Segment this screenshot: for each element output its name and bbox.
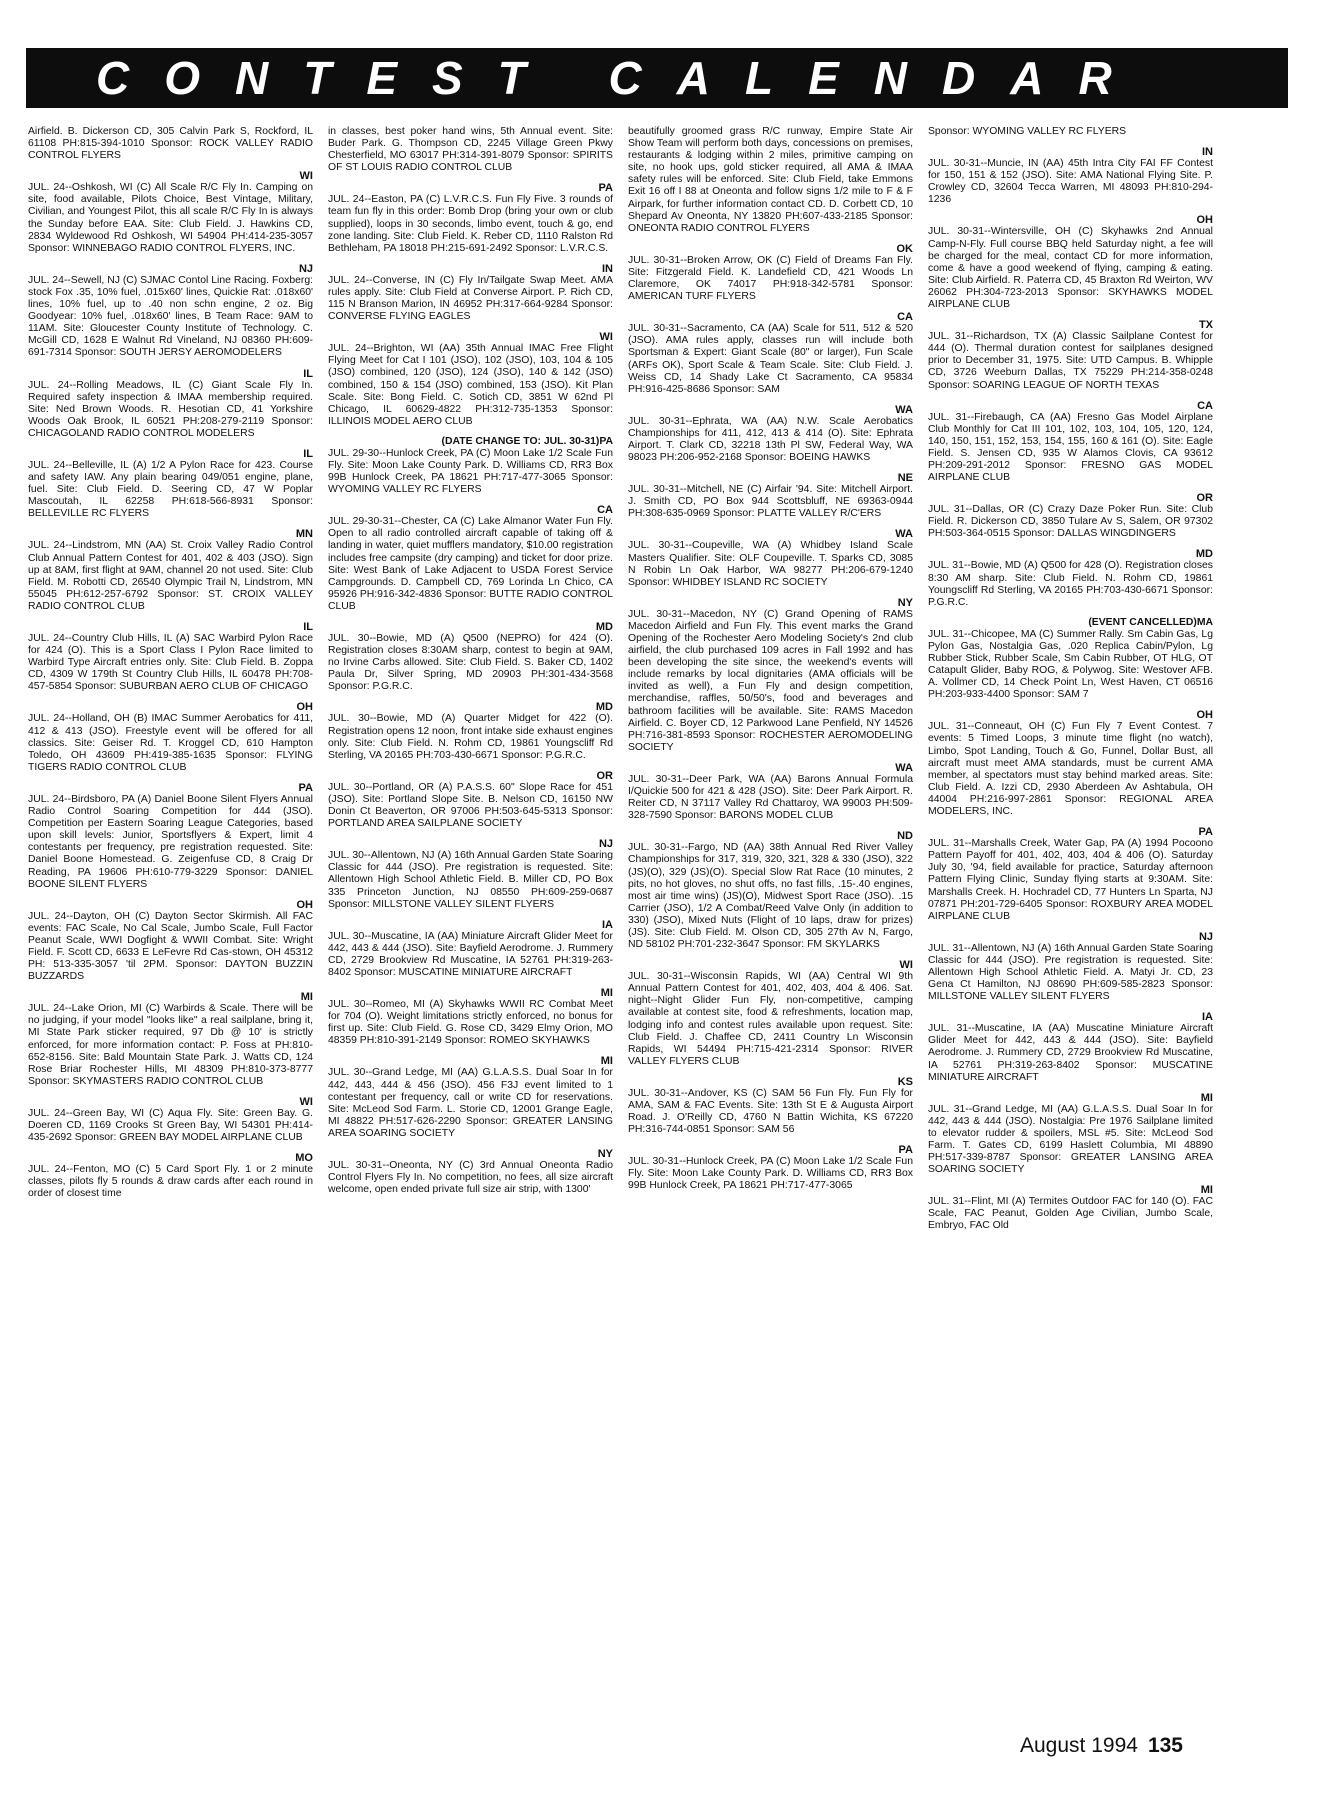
contest-entry: JUL. 31--Grand Ledge, MI (AA) G.L.A.S.S. Dual Soar In for 442, 443 & 444 (JSO). Nostalgia: Pre 1976 Sailplane limited to elevator rudder & spoilers, MSL #5. Site: McLeod Sod Farm. T. Gates CD, 6199 Haslett Columbia, MI 48890 PH:517-339-8787 Sponsor: GREATER LANSING AREA SOARING SOCIETY [928, 1103, 1213, 1176]
contest-entry: JUL. 24--Holland, OH (B) IMAC Summer Aerobatics for 411, 412 & 413 (JSO). Freestyle event will be offered for all classics. Site: Geiser Rd. T. Kroggel CD, 610 Hampton Toledo, OH 43609 PH:419-385-1635 Sponsor: FLYING TIGERS RADIO CONTROL CLUB [28, 713, 313, 773]
state-heading: PA [898, 1144, 913, 1157]
state-heading: NY [597, 1148, 613, 1160]
state-heading: IL [303, 447, 313, 460]
banner-title: CONTEST CALENDAR [96, 52, 1147, 104]
state-heading: IN [602, 262, 613, 275]
contest-entry: beautifully groomed grass R/C runway, Empire State Air Show Team will perform both days, concessions on premises, restaurants & lodging within 2 miles, primitive camping on site, no hook ups, gold sticker required, all AMA & IMAA safety rules will be enforced. Site: Club Field, take Emmons Exit 16 off I 88 at Oneonta and follow signs 1/2 mile to F & F Airpark, for further information contact CD. D. Corbett CD, 10 Shepard Av Oneonta, NY 13820 PH:607-433-2185 Sponsor: ONEONTA RADIO CONTROL FLYERS [628, 126, 913, 234]
state-heading: WI [599, 331, 613, 344]
state-heading: IL [303, 367, 313, 380]
state-heading: PA [598, 182, 613, 195]
state-heading: NJ [298, 262, 313, 275]
state-heading: ND [897, 830, 913, 843]
state-heading: OH [296, 898, 313, 911]
contest-entry: JUL. 24--Easton, PA (C) L.V.R.C.S. Fun Fly Five. 3 rounds of team fun fly in this order: Bomb Drop (bring your own or club supplied), loops in 30 seconds, limbo event, touch & go, end zone landing. Site: Club Field. K. Reber CD, 1110 Ralston Rd Bethleham, PA 18018 PH:215-691-2492 Sponsor: L.V.R.C.S. [328, 194, 613, 254]
state-heading: WI [899, 959, 913, 972]
state-heading: NJ [1198, 930, 1213, 943]
contest-entry: JUL. 30--Allentown, NJ (A) 16th Annual Garden State Soaring Classic for 444 (JSO). Pre registration is requested. Site: Allentown High School Athletic Field. B. Miller CD, PO Box 335 Princeton Junction, NJ 08550 PH:609-259-0687 Sponsor: MILLSTONE VALLEY SILENT FLYERS [328, 850, 613, 910]
issue-date: August 1994 [1020, 1734, 1138, 1757]
contest-entry: in classes, best poker hand wins, 5th Annual event. Site: Buder Park. G. Thompson CD, 2245 Village Green Pkwy Chesterfield, MO 63017 PH:314-391-8079 Sponsor: SPIRITS OF ST LOUIS RADIO CONTROL CLUB [328, 126, 613, 174]
contest-entry: JUL. 31--Flint, MI (A) Termites Outdoor FAC for 140 (O). FAC Scale, FAC Peanut, Golden Age Civilian, Jumbo Scale, Embryo, FAC Old [928, 1196, 1213, 1232]
state-heading: PA [1198, 826, 1213, 839]
contest-entry: JUL. 29-30--Hunlock Creek, PA (C) Moon Lake 1/2 Scale Fun Fly. Site: Moon Lake County Park. D. Williams CD, RR3 Box 99B Hunlock Creek, PA 18621 PH:717-477-3065 Sponsor: WYOMING VALLEY RC FLYERS [328, 447, 613, 496]
contest-entry: JUL. 24--Belleville, IL (A) 1/2 A Pylon Race for 423. Course and safety IAW. Any plain bearing 049/051 engine, plane, fuel. Site: Club Field. D. Seering CD, 47 W Poplar Mascoutah, IL 62258 PH:618-566-8931 Sponsor: BELLEVILLE RC FLYERS [28, 459, 313, 520]
state-heading: IN [1202, 146, 1213, 159]
contest-entry: Airfield. B. Dickerson CD, 305 Calvin Park S, Rockford, IL 61108 PH:815-394-1010 Sponsor: ROCK VALLEY RADIO CONTROL FLYERS [28, 126, 313, 162]
state-heading: OH [296, 701, 313, 714]
contest-entry: JUL. 24--Oshkosh, WI (C) All Scale R/C Fly In. Camping on site, food available, Pilots Choice, Best Vintage, Military, Civilian, and Youngest Pilot, this all scale R/C Fly In is always the Sunday before EAA. Site: Club Field. J. Hawkins CD, 2834 Wyldewood Rd Oshkosh, WI 54904 PH:414-235-3057 Sponsor: WINNEBAGO RADIO CONTROL FLYERS, INC. [28, 182, 313, 254]
contest-entry: JUL. 24--Converse, IN (C) Fly In/Tailgate Swap Meet. AMA rules apply. Site: Club Field at Converse Airport. P. Rich CD, 115 N Branson Marion, IN 46952 PH:317-664-9284 Sponsor: CONVERSE FLYING EAGLES [328, 274, 613, 323]
contest-entry: JUL. 24--Sewell, NJ (C) SJMAC Contol Line Racing. Foxberg: stock Fox .35, 10% fuel, .015x60' lines, Quickie Rat: .018x60' lines, 10% fuel, up to .40 non schn engine, 2 oz. Big Goodyear: 10% fuel, .018x60' lines, B Team Race: 9AM to 11AM. Site: Gloucester County Institute of Technology. C. McGill CD, 1628 E Walnut Rd Vineland, NJ 08360 PH:609-691-7314 Sponsor: SOUTH JERSY AEROMODELERS [28, 274, 313, 359]
state-heading: TX [1198, 319, 1213, 332]
state-heading: KS [897, 1075, 913, 1088]
contest-entry: JUL. 30-31--Mitchell, NE (C) Airfair '94. Site: Mitchell Airport. J. Smith CD, PO Box 944 Scottsbluff, NE 69363-0944 PH:308-635-0969 Sponsor: PLATTE VALLEY R/C'ERS [628, 484, 913, 520]
column-4 [928, 126, 1213, 1241]
contest-entry: JUL. 30-31--Macedon, NY (C) Grand Opening of RAMS Macedon Airfield and Fun Fly. This event marks the Grand Opening of the Rochester Aero Modeling Society's 2nd club airfield, the club purchased 109 acres in Fall 1992 and has been developing the site since, the weekend's events will include remarks by local dignitaries (AMA officials will be invited as well), a Fun Fly and design competition, merchandise, raffles, 50/50's, food and beverages and bathroom facilities will be available. Site: RAMS Macedon Airfield. C. Boyer CD, 12 Parkwood Lane Penfield, NY 14526 PH:716-381-8593 Sponsor: ROCHESTER AEROMODELING SOCIETY [628, 608, 913, 753]
state-heading: MD [595, 621, 613, 633]
state-heading: MN [295, 528, 313, 541]
contest-entry: JUL. 30--Romeo, MI (A) Skyhawks WWII RC Combat Meet for 704 (O). Weight limitations strictly enforced, no bonus for first up. Site: Club Field. G. Rose CD, 3429 Elmy Orion, MO 48359 PH:810-391-2149 Sponsor: ROMEO SKYHAWKS [328, 999, 613, 1047]
state-heading: WA [895, 528, 913, 541]
contest-entry: JUL. 24--Fenton, MO (C) 5 Card Sport Fly. 1 or 2 minute classes, pilots fly 5 rounds & draw cards after each round in order of closest time [28, 1164, 313, 1200]
contest-calendar-banner [26, 48, 1288, 108]
page-footer [1020, 1734, 1183, 1758]
contest-entry: JUL. 30--Bowie, MD (A) Q500 (NEPRO) for 424 (O). Registration closes 8:30AM sharp, contest to begin at 9AM, no Irvine Carbs allowed. Site: Club Field. S. Baker CD, 1402 Paula Dr, Silver Spring, MD 20903 PH:301-434-3568 Sponsor: P.G.R.C. [328, 633, 613, 693]
contest-entry: JUL. 24--Brighton, WI (AA) 35th Annual IMAC Free Flight Flying Meet for Cat I 101 (JSO), 102 (JSO), 103, 104 & 105 (JSO) combined, 120 (JSO), 124 (JSO), 140 & 142 (JSO) combined, 150 & 154 (JSO) combined, 153 (JSO). Kit Plan Scale. Site: Bong Field. C. Sotich CD, 3851 W 62nd Pl Chicago, IL 60629-4822 PH:312-735-1353 Sponsor: ILLINOIS MODEL AERO CLUB [328, 343, 613, 427]
contest-entry: JUL. 31--Dallas, OR (C) Crazy Daze Poker Run. Site: Club Field. R. Dickerson CD, 3850 Tulare Av S, Salem, OR 97302 PH:503-364-0515 Sponsor: DALLAS WINGDINGERS [928, 504, 1213, 540]
state-heading: OR [1196, 492, 1213, 505]
column-2 [328, 126, 613, 1204]
contest-entry: JUL. 31--Muscatine, IA (AA) Muscatine Miniature Aircraft Glider Meet for 442, 443 & 444 (JSO). Site: Bayfield Aerodrome. J. Rummery CD, 2729 Brookview Rd Muscatine, IA 52761 PH:319-263-8402 Sponsor: MUSCATINE MINIATURE AIRCRAFT [928, 1023, 1213, 1083]
contest-entry: JUL. 24--Lindstrom, MN (AA) St. Croix Valley Radio Control Club Annual Pattern Contest for 401, 402 & 403 (JSO). Sign up at 8AM, first flight at 9AM, channel 20 not used. Site: Club Field. M. Robotti CD, 26540 Olympic Trail N, Lindstrom, MN 55045 PH:612-257-6792 Sponsor: ST. CROIX VALLEY RADIO CONTROL CLUB [28, 540, 313, 612]
contest-entry: JUL. 31--Conneaut, OH (C) Fun Fly 7 Event Contest. 7 events: 5 Timed Loops, 3 minute time flight (no watch), Limbo, Spot Landing, Touch & Go, Funnel, Dollar Bust, all aircraft must meet AMA standards, must be current AMA member, al spectators must stay behind marked areas. Site: Club Field. A. Izzi CD, 2930 Aberdeen Av Ashtabula, OH 44004 PH:216-997-2861 Sponsor: REGIONAL AREA MODELERS, INC. [928, 721, 1213, 818]
state-heading: PA [298, 781, 313, 794]
state-heading: CA [597, 504, 613, 517]
state-heading: MI [1200, 1091, 1213, 1104]
state-heading: MI [600, 1055, 613, 1068]
contest-entry: JUL. 30-31--Broken Arrow, OK (C) Field of Dreams Fan Fly. Site: Fitzgerald Field. K. Landefield CD, 421 Woods Ln Claremore, OK 74017 PH:918-342-5781 Sponsor: AMERICAN TURF FLYERS [628, 254, 913, 303]
contest-entry: JUL. 24--Dayton, OH (C) Dayton Sector Skirmish. All FAC events: FAC Scale, No Cal Scale, Jumbo Scale, Full Factor Peanut Scale, WWI Dogfight & WWII Combat. Site: Wright Field. F. Scott CD, 6633 E LeFevre Rd Cas-stown, OH 45312 PH: 513-335-3057 'til 2PM. Sponsor: DAYTON BUZZIN BUZZARDS [28, 910, 313, 983]
contest-entry: JUL. 30-31--Muncie, IN (AA) 45th Intra City FAI FF Contest for 150, 151 & 152 (JSO). Site: AMA National Flying Site. P. Crowley CD, 32604 Tecca Warren, MI 48093 PH:810-294-1236 [928, 158, 1213, 206]
page-number: 135 [1147, 1734, 1183, 1757]
contest-entry: JUL. 30-31--Coupeville, WA (A) Whidbey Island Scale Masters Qualifier. Site: OLF Coupeville. T. Sparks CD, 3085 N Robin Ln Oak Harbor, WA 98277 PH:206-679-1240 Sponsor: WHIDBEY ISLAND RC SOCIETY [628, 540, 913, 588]
state-heading: MI [1200, 1184, 1213, 1197]
contest-entry: JUL. 31--Chicopee, MA (C) Summer Rally. Sm Cabin Gas, Lg Pylon Gas, Nostalgia Gas, .020 Replica Cabin/Pylon, Lg Rubber Stick, Rubber Scale, Sm Cabin Rubber, OT HLG, OT Catapult Glider, Baby ROG, & Polywog. Site: Westover AFB. A. Vollmer CD, 14 Check Point Ln, West Haven, CT 06516 PH:203-933-4400 Sponsor: SAM 7 [928, 628, 1213, 701]
state-heading: IA [602, 918, 613, 931]
column-3 [628, 126, 913, 1201]
state-heading: WA [895, 403, 913, 416]
contest-entry: JUL. 30--Bowie, MD (A) Quarter Midget for 422 (O). Registration opens 12 noon, front intake side exhaust engines only. Site: Club Field. N. Rohm CD, 19861 Youngscliff Rd Sterling, VA 20165 PH:703-430-6671 Sponsor: P.G.R.C. [328, 713, 613, 761]
column-1 [28, 126, 313, 1208]
contest-entry: JUL. 24--Green Bay, WI (C) Aqua Fly. Site: Green Bay. G. Doeren CD, 1169 Crooks St Green Bay, WI 54301 PH:414-435-2692 Sponsor: GREEN BAY MODEL AIRPLANE CLUB [28, 1107, 313, 1144]
state-heading: CA [897, 311, 913, 324]
contest-entry: JUL. 30-31--Sacramento, CA (AA) Scale for 511, 512 & 520 (JSO). AMA rules apply, classes run will include both Sportsman & Expert: Giant Scale (80" or larger), Fun Scale (ARFs OK), Sport Scale & Team Scale. Site: Club Field. J. Weiss CD, 14 Shady Lake Ct Sacramento, CA 95834 PH:916-425-8686 Sponsor: SAM [628, 323, 913, 395]
state-heading: WA [895, 761, 913, 774]
contest-entry: JUL. 30-31--Fargo, ND (AA) 38th Annual Red River Valley Championships for 317, 319, 320, 321, 328 & 330 (JSO), 322 (JS)(O), 329 (JS)(O). Special Slow Rat Race (10 minutes, 2 pits, no hot gloves, no shut offs, no fast fills, .15-.40 engines, most air time wins) (JS)(O), Midwest Sport Race (JSO). .15 Carrier (JSO), 1/2 A Combat/Reed Valve Only (in addition to 330) (JSO), Mixed Nuts (Flight of 10 laps, draw for prizes) (JS). Site: Club Field. M. Olson CD, 305 27th Av N, Fargo, ND 58102 PH:701-232-3647 Sponsor: FM SKYLARKS [628, 842, 913, 951]
contest-entry: JUL. 30--Grand Ledge, MI (AA) G.L.A.S.S. Dual Soar In for 442, 443, 444 & 456 (JSO). 456 F3J event limited to 1 contestant per frequency, call or write CD for reservations. Site: McLeod Sod Farm. L. Storie CD, 12001 Grange Eagle, MI 48822 PH:517-626-2290 Sponsor: GREATER LANSING AREA SOARING SOCIETY [328, 1067, 613, 1139]
state-heading: OH [1196, 709, 1213, 722]
contest-entry: JUL. 31--Richardson, TX (A) Classic Sailplane Contest for 444 (O). Thermal duration contest for sailplanes designed prior to December 31, 1975. Site: UTD Campus. B. Whipple CD, 3726 Weeburn Dallas, TX 75229 PH:214-358-0248 Sponsor: SOARING LEAGUE OF NORTH TEXAS [928, 331, 1213, 391]
state-heading: WI [299, 170, 313, 183]
contest-entry: JUL. 24--Country Club Hills, IL (A) SAC Warbird Pylon Race for 424 (O). This is a Sport Class I Pylon Race limited to Warbird Type Aircraft entries only. Site: Club Field. B. Zoppa CD, 4309 W 179th St Country Club Hills, IL 60478 PH:708-457-5854 Sponsor: SUBURBAN AERO CLUB OF CHICAGO [28, 633, 313, 693]
state-heading: OR [596, 769, 613, 782]
state-heading: NJ [598, 838, 613, 851]
contest-entry: JUL. 30-31--Ephrata, WA (AA) N.W. Scale Aerobatics Championships for 411, 412, 413 & 414 (O). Site: Ephrata Airport. T. Clark CD, 32218 13th Pl SW, Federal Way, WA 98023 PH:206-952-2168 Sponsor: BOEING HAWKS [628, 415, 913, 464]
contest-entry: JUL. 31--Bowie, MD (A) Q500 for 428 (O). Registration closes 8:30 AM sharp. Site: Club Field. N. Rohm CD, 19861 Youngscliff Rd Sterling, VA 20165 PH:703-430-6671 Sponsor: P.G.R.C. [928, 560, 1213, 608]
contest-entry: JUL. 30--Portland, OR (A) P.A.S.S. 60" Slope Race for 451 (JSO). Site: Portland Slope Site. B. Nelson CD, 16150 NW Donin Ct Beaverton, OR 97006 PH:503-645-5313 Sponsor: PORTLAND AREA SAILPLANE SOCIETY [328, 781, 613, 830]
state-heading: OH [1196, 214, 1213, 227]
schedule-note: (DATE CHANGE TO: JUL. 30-31)PA [441, 435, 613, 447]
state-heading: IA [1202, 1011, 1213, 1024]
state-heading: MI [600, 987, 613, 1000]
state-heading: NE [897, 472, 913, 485]
contest-entry: JUL. 29-30-31--Chester, CA (C) Lake Almanor Water Fun Fly. Open to all radio controlled aircraft capable of taking off & landing in water, quiet mufflers mandatory, $10.00 registration includes free campsite (dry camping) and ticket for door prize. Site: West Bank of Lake Adjacent to USDA Forest Service Campgrounds. D. Campbell CD, 769 Lorinda Ln Chico, CA 95926 PH:916-342-4836 Sponsor: BUTTE RADIO CONTROL CLUB [328, 516, 613, 612]
schedule-note: (EVENT CANCELLED)MA [1088, 616, 1213, 628]
contest-entry: Sponsor: WYOMING VALLEY RC FLYERS [928, 126, 1127, 137]
contest-entry: JUL. 24--Lake Orion, MI (C) Warbirds & Scale. There will be no judging, if your model "looks like" a real sailplane, bring it, MI State Park sticker required, 97 Db @ 10' is strictly enforced, for more information contact: P. Foss at PH:810-652-8156. Site: Bald Mountain State Park. J. Watts CD, 124 Rose Briar Rochester Hills, MI 48309 PH:810-373-8777 Sponsor: SKYMASTERS RADIO CONTROL CLUB [28, 1003, 313, 1087]
state-heading: MD [1195, 548, 1213, 561]
contest-entry: JUL. 30--Muscatine, IA (AA) Miniature Aircraft Glider Meet for 442, 443 & 444 (JSO). Site: Bayfield Aerodrome. J. Rummery CD, 2729 Brookview Rd Muscatine, IA 52761 PH:319-263-8402 Sponsor: MUSCATINE MINIATURE AIRCRAFT [328, 930, 613, 978]
contest-entry: JUL. 24--Birdsboro, PA (A) Daniel Boone Silent Flyers Annual Radio Control Soaring Competition for 444 (JSO). Competition per Eastern Soaring League Categories, based upon skill levels: Junior, Sportsflyers & Expert, limit 4 contestants per frequency, pre registration requested. Site: Daniel Boone Homestead. G. Zeigenfuse CD, 8 Craig Dr Reading, PA 19606 PH:610-779-3229 Sponsor: DANIEL BOONE SILENT FLYERS [28, 793, 313, 890]
state-heading: IL [303, 621, 313, 633]
contest-entry: JUL. 31--Allentown, NJ (A) 16th Annual Garden State Soaring Classic for 444 (JSO). Pre registration is requested. Site: Allentown High School Athletic Field. A. Matyi Jr. CD, 23 Gena Ct Hamilton, NJ 08690 PH:609-585-2823 Sponsor: MILLSTONE VALLEY SILENT FLYERS [928, 942, 1213, 1003]
contest-entry: JUL. 31--Marshalls Creek, Water Gap, PA (A) 1994 Pocoono Pattern Payoff for 401, 402, 403, 404 & 406 (O). Saturday July 30, '94, field available for practice, Saturday afternoon Pattern Flying Clinic, Sunday flying starts at 9:30AM. Site: Marshalls Creek. H. Hochradel CD, 77 Hunters Ln Sparta, NJ 07871 PH:201-729-6405 Sponsor: ROXBURY AREA MODEL AIRPLANE CLUB [928, 838, 1213, 922]
state-heading: MI [300, 991, 313, 1004]
contest-entry: JUL. 24--Rolling Meadows, IL (C) Giant Scale Fly In. Required safety inspection & IMAA membership required. Site: Ned Brown Woods. R. Hesotian CD, 41 Yorkshire Woods Oak Brook, IL 60521 PH:208-279-2119 Sponsor: CHICAGOLAND RADIO CONTROL MODELERS [28, 379, 313, 439]
state-heading: NY [897, 596, 913, 609]
state-heading: OK [896, 242, 913, 255]
contest-entry: JUL. 30-31--Deer Park, WA (AA) Barons Annual Formula I/Quickie 500 for 421 & 428 (JSO). Site: Deer Park Airport. R. Reiter CD, N 37117 Valley Rd Chattaroy, WA 99003 PH:509-328-7590 Sponsor: BARONS MODEL CLUB [628, 773, 913, 822]
state-heading: MO [295, 1152, 313, 1165]
state-heading: WI [299, 1095, 313, 1108]
contest-entry: JUL. 30-31--Hunlock Creek, PA (C) Moon Lake 1/2 Scale Fun Fly. Site: Moon Lake County Park. D. Williams CD, RR3 Box 99B Hunlock Creek, PA 18621 PH:717-477-3065 [628, 1156, 913, 1192]
state-heading: MD [595, 701, 613, 714]
contest-entry: JUL. 30-31--Wintersville, OH (C) Skyhawks 2nd Annual Camp-N-Fly. Full course BBQ held Saturday night, a fee will be charged for the meal, contact CD for more information, come & have a good weekend of flying, camping & eating. Site: Club Airfield. R. Paterra CD, 45 Braxton Rd Weirton, WV 26062 PH:304-723-2013 Sponsor: SKYHAWKS MODEL AIRPLANE CLUB [928, 226, 1213, 311]
contest-entry: JUL. 30-31--Oneonta, NY (C) 3rd Annual Oneonta Radio Control Flyers Fly In. No competition, no fees, all size aircraft welcome, open ended private full size air strip, with 1300' [328, 1160, 613, 1196]
contest-entry: JUL. 30-31--Wisconsin Rapids, WI (AA) Central WI 9th Annual Pattern Contest for 401, 402, 403, 404 & 406. Sat. night--Night Glider Fun Fly, non-competitive, camping available at contest site, food & refreshments, location map, lodging info and contest rules available upon request. Site: Club Field. J. Chaffee CD, 2411 Country Ln Wisconsin Rapids, WI 54494 PH:715-421-2314 Sponsor: RIVER VALLEY FLYERS CLUB [628, 971, 913, 1067]
contest-entry: JUL. 31--Firebaugh, CA (AA) Fresno Gas Model Airplane Club Monthly for Cat III 101, 102, 103, 104, 105, 120, 124, 140, 150, 151, 152, 153, 154, 155, 160 & 161 (O). Site: Eagle Field. S. Jensen CD, 935 W Alamos Clovis, CA 93612 PH:209-291-2012 Sponsor: FRESNO GAS MODEL AIRPLANE CLUB [928, 411, 1213, 484]
contest-entry: JUL. 30-31--Andover, KS (C) SAM 56 Fun Fly. Fun Fly for AMA, SAM & FAC Events. Site: 13th St E & Augusta Airport Road. J. O'Reilly CD, 4760 N Battin Wichita, KS 67220 PH:316-744-0851 Sponsor: SAM 56 [628, 1087, 913, 1136]
state-heading: CA [1197, 399, 1213, 412]
